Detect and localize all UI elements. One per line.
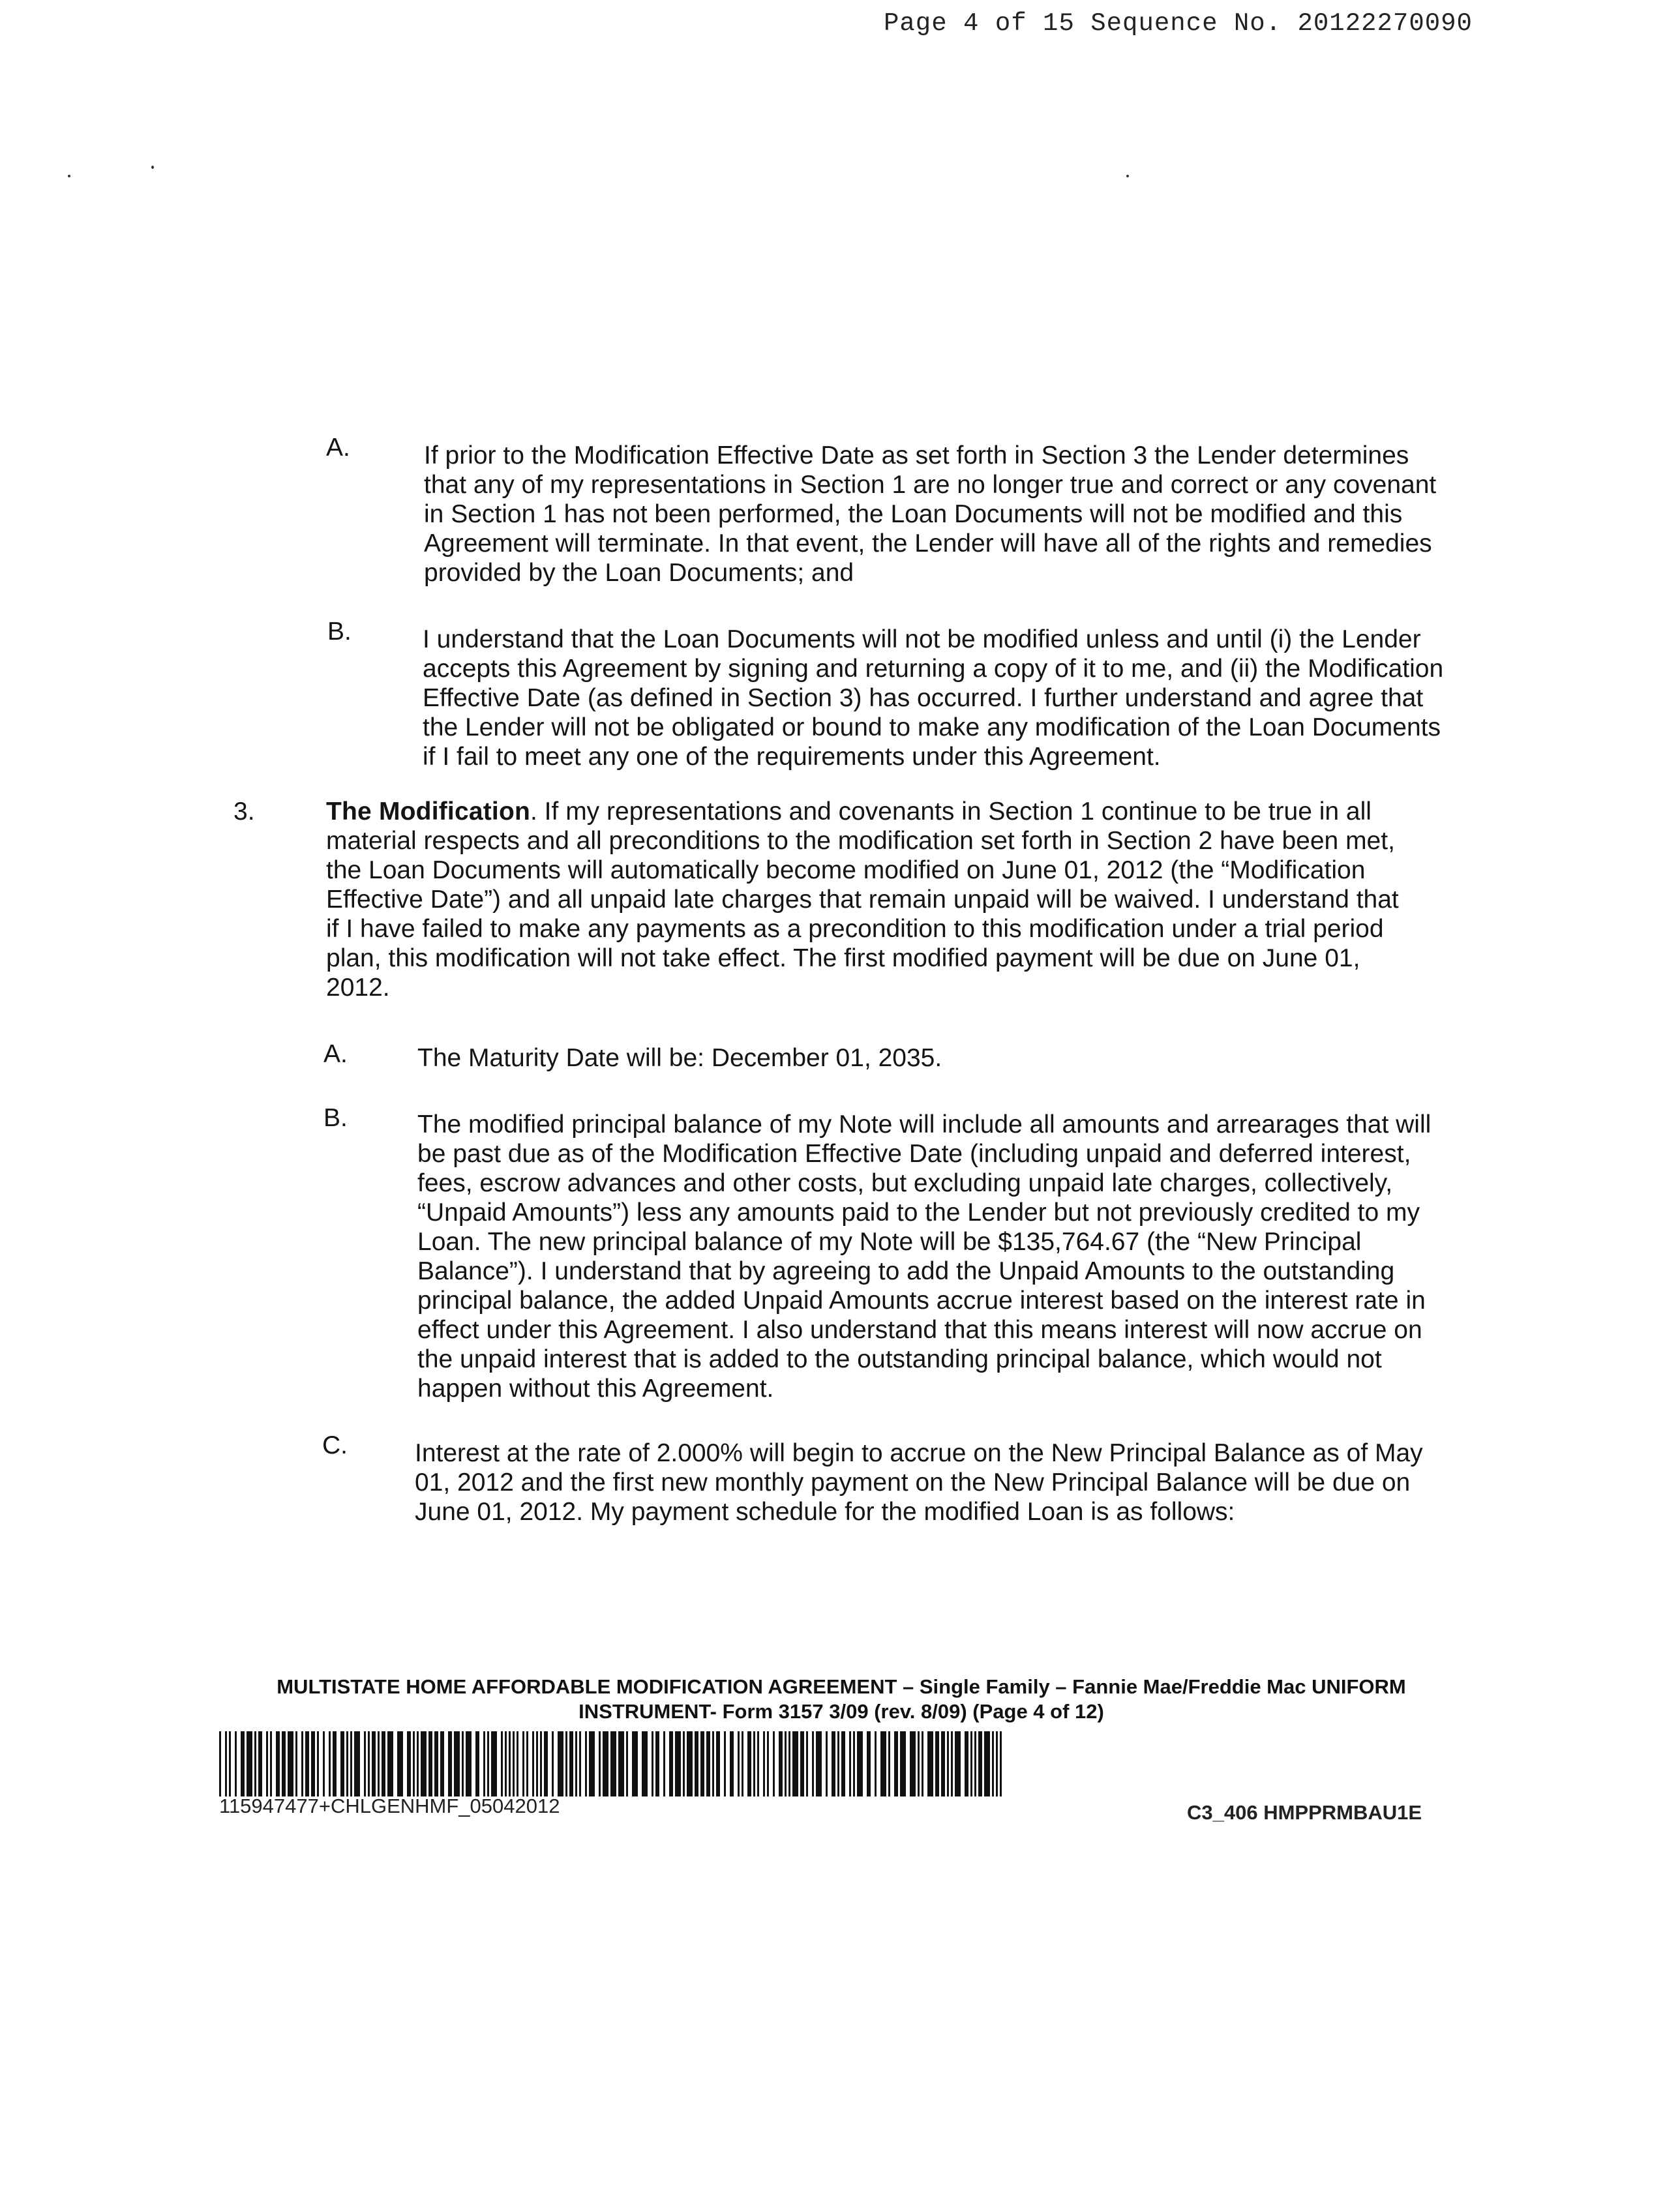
scan-speck (151, 166, 154, 169)
barcode-bar (241, 1731, 245, 1796)
barcode-bar (364, 1731, 366, 1796)
section3-item-b-text: The modified principal balance of my Note will include all amounts and arrearages that will be past due as of the Modification Effective Date (including unpaid and deferred interest, fees, escrow advances and other costs, but excluding unpaid late charges, collectively, “Unpaid Amounts”) less any amounts paid to the Lender but not previously credited to my Loan. The new principal balance of my Note will be $135,764.67 (the “New Principal Balance”). I understand that by agreeing to add the Unpaid Amounts to the outstanding principal balance, the added Unpaid Amounts accrue interest based on the interest rate in effect under this Agreement. I also understand that this means interest will now accrue on the unpaid interest that is added to the outstanding principal balance, which would not happen without this Agreement. (417, 1110, 1432, 1403)
barcode-bar (575, 1731, 577, 1796)
barcode-bar (346, 1731, 348, 1796)
barcode-bar (350, 1731, 352, 1796)
barcode-bar (565, 1731, 567, 1796)
barcode-bar (235, 1731, 237, 1796)
barcode-bar (526, 1731, 528, 1796)
barcode-bar (579, 1731, 581, 1796)
section3-item-b-letter: B. (323, 1104, 348, 1132)
barcode-bar (747, 1731, 751, 1796)
barcode-bar (832, 1731, 835, 1796)
barcode-bar (354, 1731, 360, 1796)
barcode-bar (454, 1731, 460, 1796)
barcode-bar (800, 1731, 804, 1796)
barcode-bar (947, 1731, 949, 1796)
page-sequence-header: Page 4 of 15 Sequence No. 20122270090 (884, 9, 1473, 38)
barcode-bar (788, 1731, 790, 1796)
barcode-bar (642, 1731, 648, 1796)
barcode-bar (552, 1731, 554, 1796)
barcode-bar (219, 1731, 221, 1796)
section2-item-b-text: I understand that the Loan Documents will not be modified unless and until (i) the Lender accepts this Agreement by signing and returning a copy of it to me, and (ii) the Modification Effective Date (as defined in Section 3) has occurred. I further understand and agree that the Lender will not be obligated or bound to make any modification of the Loan Documents if I fail to meet any one of the requirements under this Agreement. (423, 625, 1444, 771)
barcode-bar (225, 1731, 227, 1796)
barcode-bar (683, 1731, 685, 1796)
barcode-bar (462, 1731, 464, 1796)
barcode-bar (826, 1731, 828, 1796)
barcode-bar (382, 1731, 385, 1796)
barcode-bar (368, 1731, 370, 1796)
barcode-bar (730, 1731, 734, 1796)
barcode-bar (487, 1731, 489, 1796)
barcode-bar (276, 1731, 280, 1796)
barcode-bar (618, 1731, 624, 1796)
barcode-bar (589, 1731, 595, 1796)
section3-text: . If my representations and covenants in Section 1 continue to be true in all material respects and all preconditions to the modification set forth in Section 2 have been met, the Loan Documents will automatically become modified on June 01, 2012 (the “Modification Effective Date”) and all unpaid late charges that remain unpaid will be waived. I understand that if I have failed to make any payments as a precondition to this modification under a trial period plan, this modification will not take effect. The first modified payment will be due on June 01, 2012. (326, 797, 1399, 1002)
barcode-bar (706, 1731, 710, 1796)
barcode-bar (792, 1731, 798, 1796)
barcode-bar (254, 1731, 256, 1796)
barcode-bar (712, 1731, 714, 1796)
barcode-bar (536, 1731, 538, 1796)
barcode-bar (652, 1731, 653, 1796)
barcode-bar (305, 1731, 309, 1796)
barcode-bar (773, 1731, 775, 1796)
barcode-bar (475, 1731, 479, 1796)
section3-item-c-letter: C. (322, 1431, 348, 1459)
barcode-bar (655, 1731, 659, 1796)
barcode-bar (229, 1731, 231, 1796)
barcode-bar (894, 1731, 898, 1796)
barcode-bar (849, 1731, 851, 1796)
barcode-bar (417, 1731, 419, 1796)
barcode-bar (941, 1731, 945, 1796)
barcode-bar (763, 1731, 765, 1796)
form-footer-title (248, 1675, 1435, 1724)
section3-number: 3. (233, 797, 255, 826)
barcode-bar (603, 1731, 608, 1796)
barcode-bar (599, 1731, 601, 1796)
barcode-bar (837, 1731, 839, 1796)
barcode-bar (434, 1731, 438, 1796)
barcode-bar (669, 1731, 673, 1796)
barcode-bar (270, 1731, 272, 1796)
section3-item-a-letter: A. (323, 1040, 348, 1068)
barcode-bar (544, 1731, 548, 1796)
barcode-bar (900, 1731, 906, 1796)
barcode-bar (407, 1731, 411, 1796)
barcode-bar (282, 1731, 286, 1796)
section3-item-c-text: Interest at the rate of 2.000% will begin to accrue on the New Principal Balance as of May 01, 2012 and the first new monthly payment on the New Principal Balance will be due on June 01, 2012. My payment schedule for the modified Loan is as follows: (415, 1439, 1423, 1526)
section2-item-b-letter: B. (327, 618, 352, 646)
barcode-bar (626, 1731, 628, 1796)
barcode-bar (927, 1731, 933, 1796)
barcode-bar (428, 1731, 432, 1796)
barcode-bar (440, 1731, 444, 1796)
barcode-bar (955, 1731, 961, 1796)
barcode-bar (841, 1731, 845, 1796)
barcode-bar (333, 1731, 337, 1796)
barcode-bar (585, 1731, 587, 1796)
barcode-bar (247, 1731, 252, 1796)
barcode-bar (387, 1731, 393, 1796)
barcode-bar (857, 1731, 863, 1796)
barcode-bar (397, 1731, 403, 1796)
form-code: C3_406 HMPPRMBAU1E (1187, 1801, 1422, 1824)
barcode-bar (853, 1731, 855, 1796)
barcode-bar (806, 1731, 808, 1796)
barcode-bar (965, 1731, 968, 1796)
barcode-bar (935, 1731, 939, 1796)
barcode-bar (767, 1731, 769, 1796)
barcode-bar (301, 1731, 303, 1796)
barcode-bar (922, 1731, 923, 1796)
barcode-bar (753, 1731, 755, 1796)
barcode-bar (466, 1731, 472, 1796)
barcode-bar (738, 1731, 740, 1796)
barcode-bar (984, 1731, 990, 1796)
barcode-bar (372, 1731, 376, 1796)
barcode-bar (716, 1731, 720, 1796)
barcode-bar (632, 1731, 638, 1796)
barcode-bar (421, 1731, 427, 1796)
barcode-bar (663, 1731, 665, 1796)
barcode-bar (295, 1731, 297, 1796)
barcode-bar (569, 1731, 573, 1796)
barcode-bar (340, 1731, 344, 1796)
barcode-bar (951, 1731, 953, 1796)
barcode-bar (724, 1731, 726, 1796)
barcode-bar (505, 1731, 507, 1796)
barcode-bar (880, 1731, 886, 1796)
scan-speck (68, 175, 70, 177)
barcode-bar (532, 1731, 534, 1796)
barcode (219, 1731, 1008, 1796)
barcode-bar (610, 1731, 616, 1796)
barcode-bar (875, 1731, 877, 1796)
barcode-bar (513, 1731, 515, 1796)
barcode-bar (687, 1731, 693, 1796)
barcode-bar (888, 1731, 890, 1796)
section3-heading: The Modification (326, 797, 531, 826)
barcode-bar (992, 1731, 994, 1796)
barcode-bar (558, 1731, 563, 1796)
section3-paragraph (326, 797, 1405, 1002)
barcode-bar (517, 1731, 518, 1796)
barcode-bar (323, 1731, 325, 1796)
barcode-bar (974, 1731, 976, 1796)
barcode-bar (509, 1731, 511, 1796)
barcode-bar (1000, 1731, 1002, 1796)
barcode-text: 115947477+CHLGENHMF_05042012 (219, 1795, 560, 1817)
section2-item-a-text: If prior to the Modification Effective Date as set forth in Section 3 the Lender determines that any of my representations in Section 1 are no longer true and correct or any covenant in Section 1 has not been performed, the Loan Documents will not be modified and this Agreement will terminate. In that event, the Lender will have all of the rights and remedies provided by the Loan Documents; and (424, 441, 1437, 587)
barcode-bar (448, 1731, 452, 1796)
barcode-bar (910, 1731, 916, 1796)
barcode-bar (978, 1731, 982, 1796)
barcode-bar (317, 1731, 319, 1796)
form-footer-title-line1: MULTISTATE HOME AFFORDABLE MODIFICATION AGREEMENT – Single Family – Fannie Mae/Freddie Mac UNIFORM (277, 1675, 1406, 1698)
barcode-bar (266, 1731, 268, 1796)
barcode-bar (501, 1731, 503, 1796)
barcode-bar (757, 1731, 759, 1796)
barcode-bar (918, 1731, 920, 1796)
barcode-bar (742, 1731, 743, 1796)
barcode-bar (970, 1731, 972, 1796)
barcode-bar (413, 1731, 415, 1796)
barcode-bar (540, 1731, 542, 1796)
form-footer-title-line2: INSTRUMENT- Form 3157 3/09 (rev. 8/09) (Page 4 of 12) (578, 1700, 1104, 1723)
barcode-bar (311, 1731, 315, 1796)
barcode-bar (695, 1731, 698, 1796)
barcode-bar (258, 1731, 262, 1796)
barcode-bar (288, 1731, 293, 1796)
barcode-bar (522, 1731, 524, 1796)
scan-speck (1126, 175, 1129, 177)
section3-item-a-text: The Maturity Date will be: December 01, 2035. (417, 1044, 942, 1072)
barcode-bar (996, 1731, 998, 1796)
barcode-bar (779, 1731, 783, 1796)
barcode-bar (483, 1731, 485, 1796)
section2-item-a-letter: A. (326, 434, 350, 462)
barcode-bar (378, 1731, 380, 1796)
barcode-bar (329, 1731, 331, 1796)
barcode-bar (816, 1731, 822, 1796)
barcode-bar (812, 1731, 814, 1796)
barcode-bar (785, 1731, 787, 1796)
barcode-bar (491, 1731, 497, 1796)
barcode-bar (700, 1731, 704, 1796)
barcode-bar (867, 1731, 871, 1796)
barcode-bar (675, 1731, 681, 1796)
